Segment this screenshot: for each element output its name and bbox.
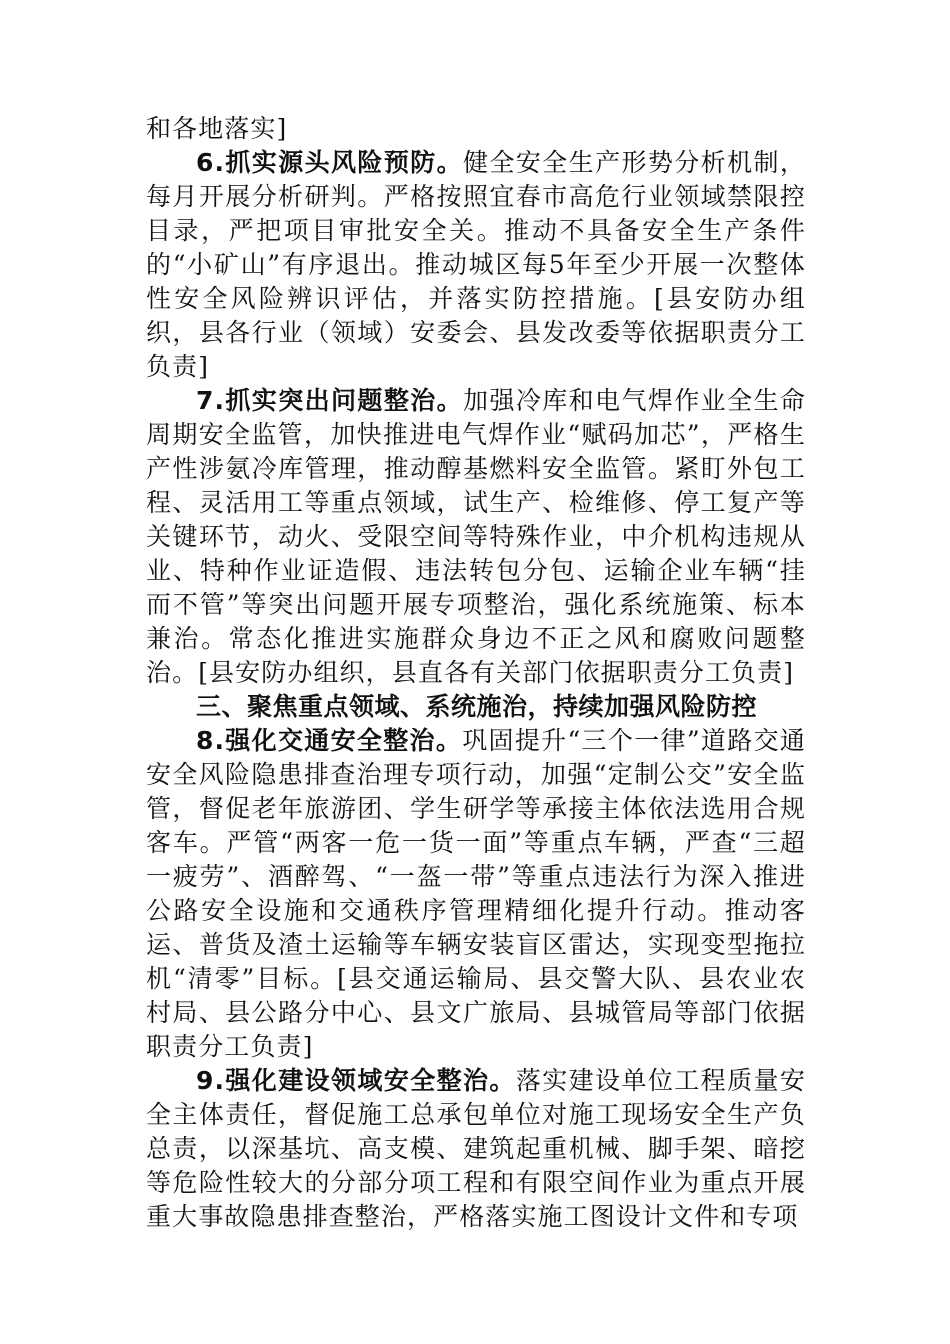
paragraph-continuation — [146, 112, 806, 146]
paragraph-text: 落实建设单位工程质量安全主体责任，督促施工总承包单位对施工现场安全生产负总责，以深基坑、高支模、建筑起重机械、脚手架、暗挖等危险性较大的分部分项工程和有限空间作业为重点开展重大事故隐患排查整治，严格落实施工图设计文件和专项 — [146, 1066, 806, 1231]
paragraph-item-7 — [146, 384, 806, 690]
section-heading: 三、聚焦重点领域、系统施治，持续加强风险防控 — [196, 692, 758, 721]
paragraph-item-6 — [146, 146, 806, 384]
paragraph-item-9 — [146, 1064, 806, 1234]
item-heading: 8.强化交通安全整治。 — [196, 726, 463, 755]
paragraph-item-8 — [146, 724, 806, 1064]
item-heading: 9.强化建设领域安全整治。 — [196, 1066, 516, 1095]
item-heading: 6.抓实源头风险预防。 — [196, 148, 464, 177]
paragraph-text: 和各地落实] — [146, 114, 288, 143]
paragraph-text: 健全安全生产形势分析机制，每月开展分析研判。严格按照宜春市高危行业领域禁限控目录，严把项目审批安全关。推动不具备安全生产条件的“小矿山”有序退出。推动城区每5年至少开展一次整体性安全风险辨识评估，并落实防控措施。[县安防办组织，县各行业（领域）安委会、县发改委等依据职责分工负责] — [146, 148, 806, 381]
paragraph-text: 加强冷库和电气焊作业全生命周期安全监管，加快推进电气焊作业“赋码加芯”，严格生产性涉氨冷库管理，推动醇基燃料安全监管。紧盯外包工程、灵活用工等重点领域，试生产、检维修、停工复产等关键环节，动火、受限空间等特殊作业，中介机构违规从业、特种作业证造假、违法转包分包、运输企业车辆“挂而不管”等突出问题开展专项整治，强化系统施策、标本兼治。常态化推进实施群众身边不正之风和腐败问题整治。[县安防办组织，县直各有关部门依据职责分工负责] — [146, 386, 806, 687]
document-body — [146, 112, 806, 1234]
item-heading: 7.抓实突出问题整治。 — [196, 386, 464, 415]
paragraph-text: 巩固提升“三个一律”道路交通安全风险隐患排查治理专项行动，加强“定制公交”安全监管，督促老年旅游团、学生研学等承接主体依法选用合规客车。严管“两客一危一货一面”等重点车辆，严查“三超一疲劳”、酒醉驾、“一盔一带”等重点违法行为深入推进公路安全设施和交通秩序管理精细化提升行动。推动客运、普货及渣土运输等车辆安装盲区雷达，实现变型拖拉机“清零”目标。[县交通运输局、县交警大队、县农业农村局、县公路分中心、县文广旅局、县城管局等部门依据职责分工负责] — [146, 726, 806, 1061]
